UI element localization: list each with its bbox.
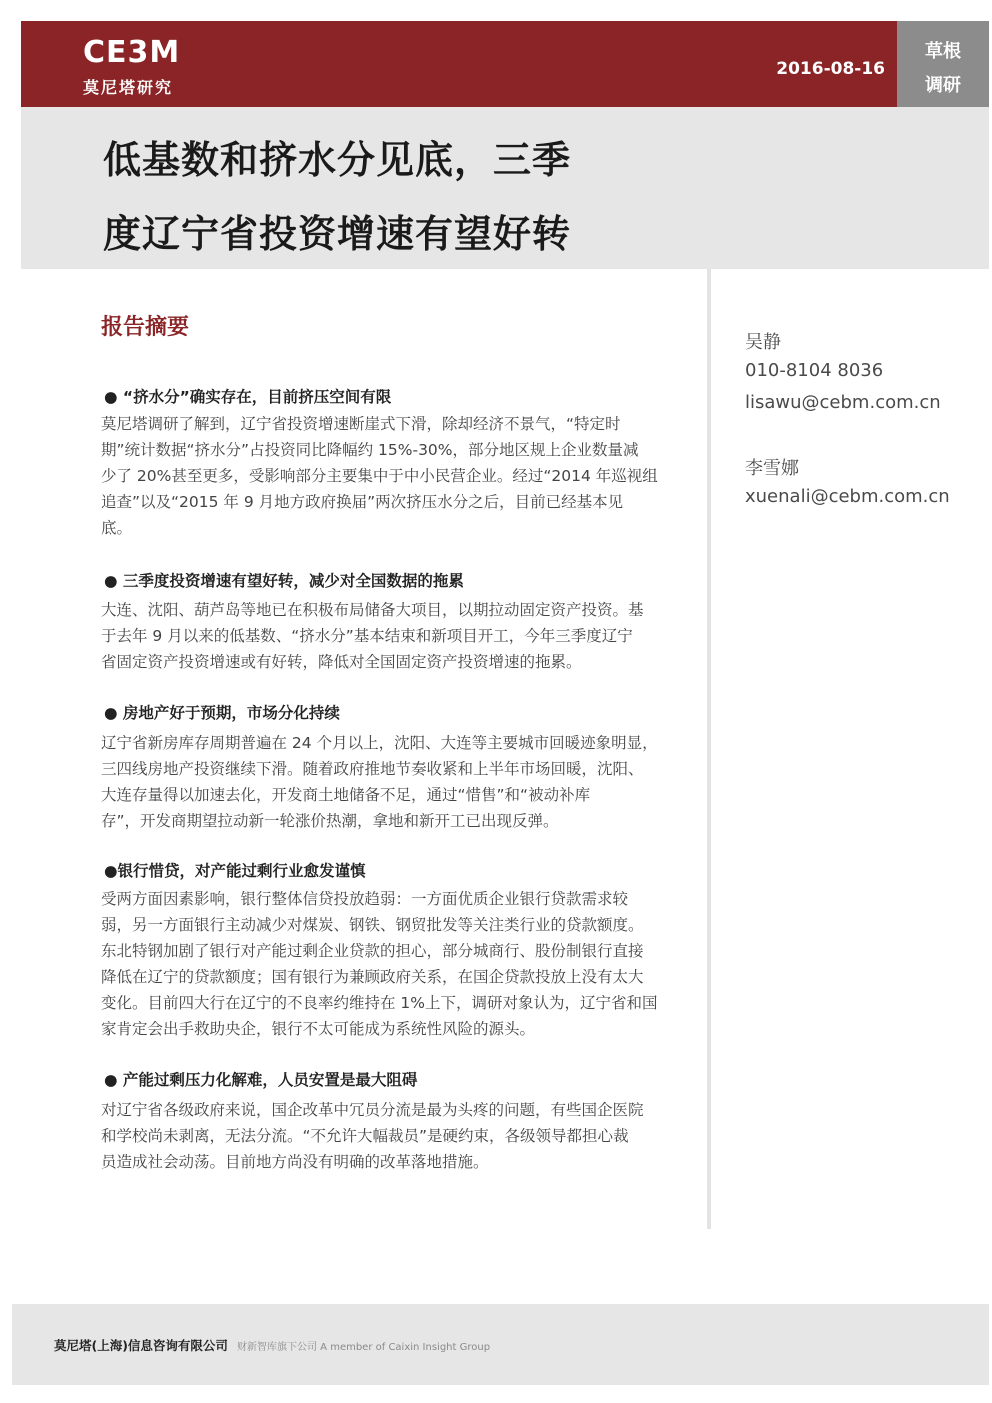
text-line: 底。 xyxy=(101,519,133,537)
summary-point-heading: ● “挤水分”确实存在，目前挤压空间有限 xyxy=(104,388,392,406)
text-line: 省固定资产投资增速或有好转，降低对全国固定资产投资增速的拖累。 xyxy=(101,653,582,671)
header-band xyxy=(21,21,897,107)
text-line: 追查”以及“2015 年 9 月地方政府换届”两次挤压水分之后，目前已经基本见 xyxy=(101,493,624,511)
report-title-line1: 低基数和挤水分见底，三季 xyxy=(103,138,572,182)
report-type-line1: 草根 xyxy=(925,41,961,62)
text-line: 辽宁省新房库存周期普遍在 24 个月以上，沈阳、大连等主要城市回暖迹象明显， xyxy=(101,734,658,752)
summary-point-heading: ● 产能过剩压力化解难，人员安置是最大阻碍 xyxy=(104,1071,418,1089)
report-type-line2: 调研 xyxy=(925,75,961,96)
text-line: 于去年 9 月以来的低基数、“挤水分”基本结束和新项目开工，今年三季度辽宁 xyxy=(101,627,633,645)
analyst1-name: 吴静 xyxy=(745,332,781,353)
title-band xyxy=(21,107,989,269)
summary-point-body xyxy=(101,886,701,1042)
text-line: 少了 20%甚至更多，受影响部分主要集中于中小民营企业。经过“2014 年巡视组 xyxy=(101,467,658,485)
text-line: 大连存量得以加速去化，开发商土地储备不足，通过“惜售”和“被动补库 xyxy=(101,786,591,804)
text-line: 三四线房地产投资继续下滑。随着政府推地节奏收紧和上半年市场回暖，沈阳、 xyxy=(101,760,644,778)
footer-company: 莫尼塔(上海)信息咨询有限公司 xyxy=(54,1338,228,1353)
text-line: 受两方面因素影响，银行整体信贷投放趋弱：一方面优质企业银行贷款需求较 xyxy=(101,890,629,908)
analyst2-name: 李雪娜 xyxy=(745,458,799,479)
text-line: 东北特钢加剧了银行对产能过剩企业贷款的担心，部分城商行、股份制银行直接 xyxy=(101,942,644,960)
summary-point-heading: ● 三季度投资增速有望好转，减少对全国数据的拖累 xyxy=(104,572,464,590)
report-type-tab xyxy=(897,21,989,107)
logo-subtitle: 莫尼塔研究 xyxy=(83,78,174,97)
analyst1-email[interactable]: lisawu@cebm.com.cn xyxy=(745,392,941,413)
text-line: 降低在辽宁的贷款额度；国有银行为兼顾政府关系，在国企贷款投放上没有太大 xyxy=(101,968,644,986)
footer-note: 财新智库旗下公司 A member of Caixin Insight Group xyxy=(237,1342,491,1353)
text-line: 对辽宁省各级政府来说，国企改革中冗员分流是最为头疼的问题，有些国企医院 xyxy=(101,1101,644,1119)
text-line: 期”统计数据“挤水分”占投资同比降幅约 15%-30%，部分地区规上企业数量减 xyxy=(101,441,639,459)
text-line: 家肯定会出手救助央企，银行不太可能成为系统性风险的源头。 xyxy=(101,1020,536,1038)
summary-point-body xyxy=(101,730,701,834)
company-logo xyxy=(83,35,233,95)
summary-point-heading: ●银行惜贷，对产能过剩行业愈发谨慎 xyxy=(104,862,366,880)
column-divider xyxy=(707,269,711,1229)
text-line: 存”，开发商期望拉动新一轮涨价热潮，拿地和新开工已出现反弹。 xyxy=(101,812,559,830)
summary-point-body xyxy=(101,1097,701,1175)
summary-point-body xyxy=(101,411,701,541)
text-line: 和学校尚未剥离，无法分流。“不允许大幅裁员”是硬约束，各级领导都担心裁 xyxy=(101,1127,629,1145)
text-line: 员造成社会动荡。目前地方尚没有明确的改革落地措施。 xyxy=(101,1153,489,1171)
summary-point-body xyxy=(101,597,701,675)
text-line: 弱，另一方面银行主动减少对煤炭、钢铁、钢贸批发等关注类行业的贷款额度。 xyxy=(101,916,644,934)
summary-point-heading: ● 房地产好于预期，市场分化持续 xyxy=(104,704,340,722)
logo-mark: CE3M xyxy=(83,35,181,70)
text-line: 变化。目前四大行在辽宁的不良率约维持在 1%上下，调研对象认为，辽宁省和国 xyxy=(101,994,658,1012)
summary-heading: 报告摘要 xyxy=(101,315,190,340)
text-line: 莫尼塔调研了解到，辽宁省投资增速断崖式下滑，除却经济不景气，“特定时 xyxy=(101,415,621,433)
footer-band xyxy=(12,1304,989,1385)
analyst2-email[interactable]: xuenali@cebm.com.cn xyxy=(745,486,950,507)
analyst1-phone: 010-8104 8036 xyxy=(745,360,884,381)
text-line: 大连、沈阳、葫芦岛等地已在积极布局储备大项目，以期拉动固定资产投资。基 xyxy=(101,601,644,619)
report-title-line2: 度辽宁省投资增速有望好转 xyxy=(103,212,572,256)
report-date: 2016-08-16 xyxy=(776,59,885,79)
